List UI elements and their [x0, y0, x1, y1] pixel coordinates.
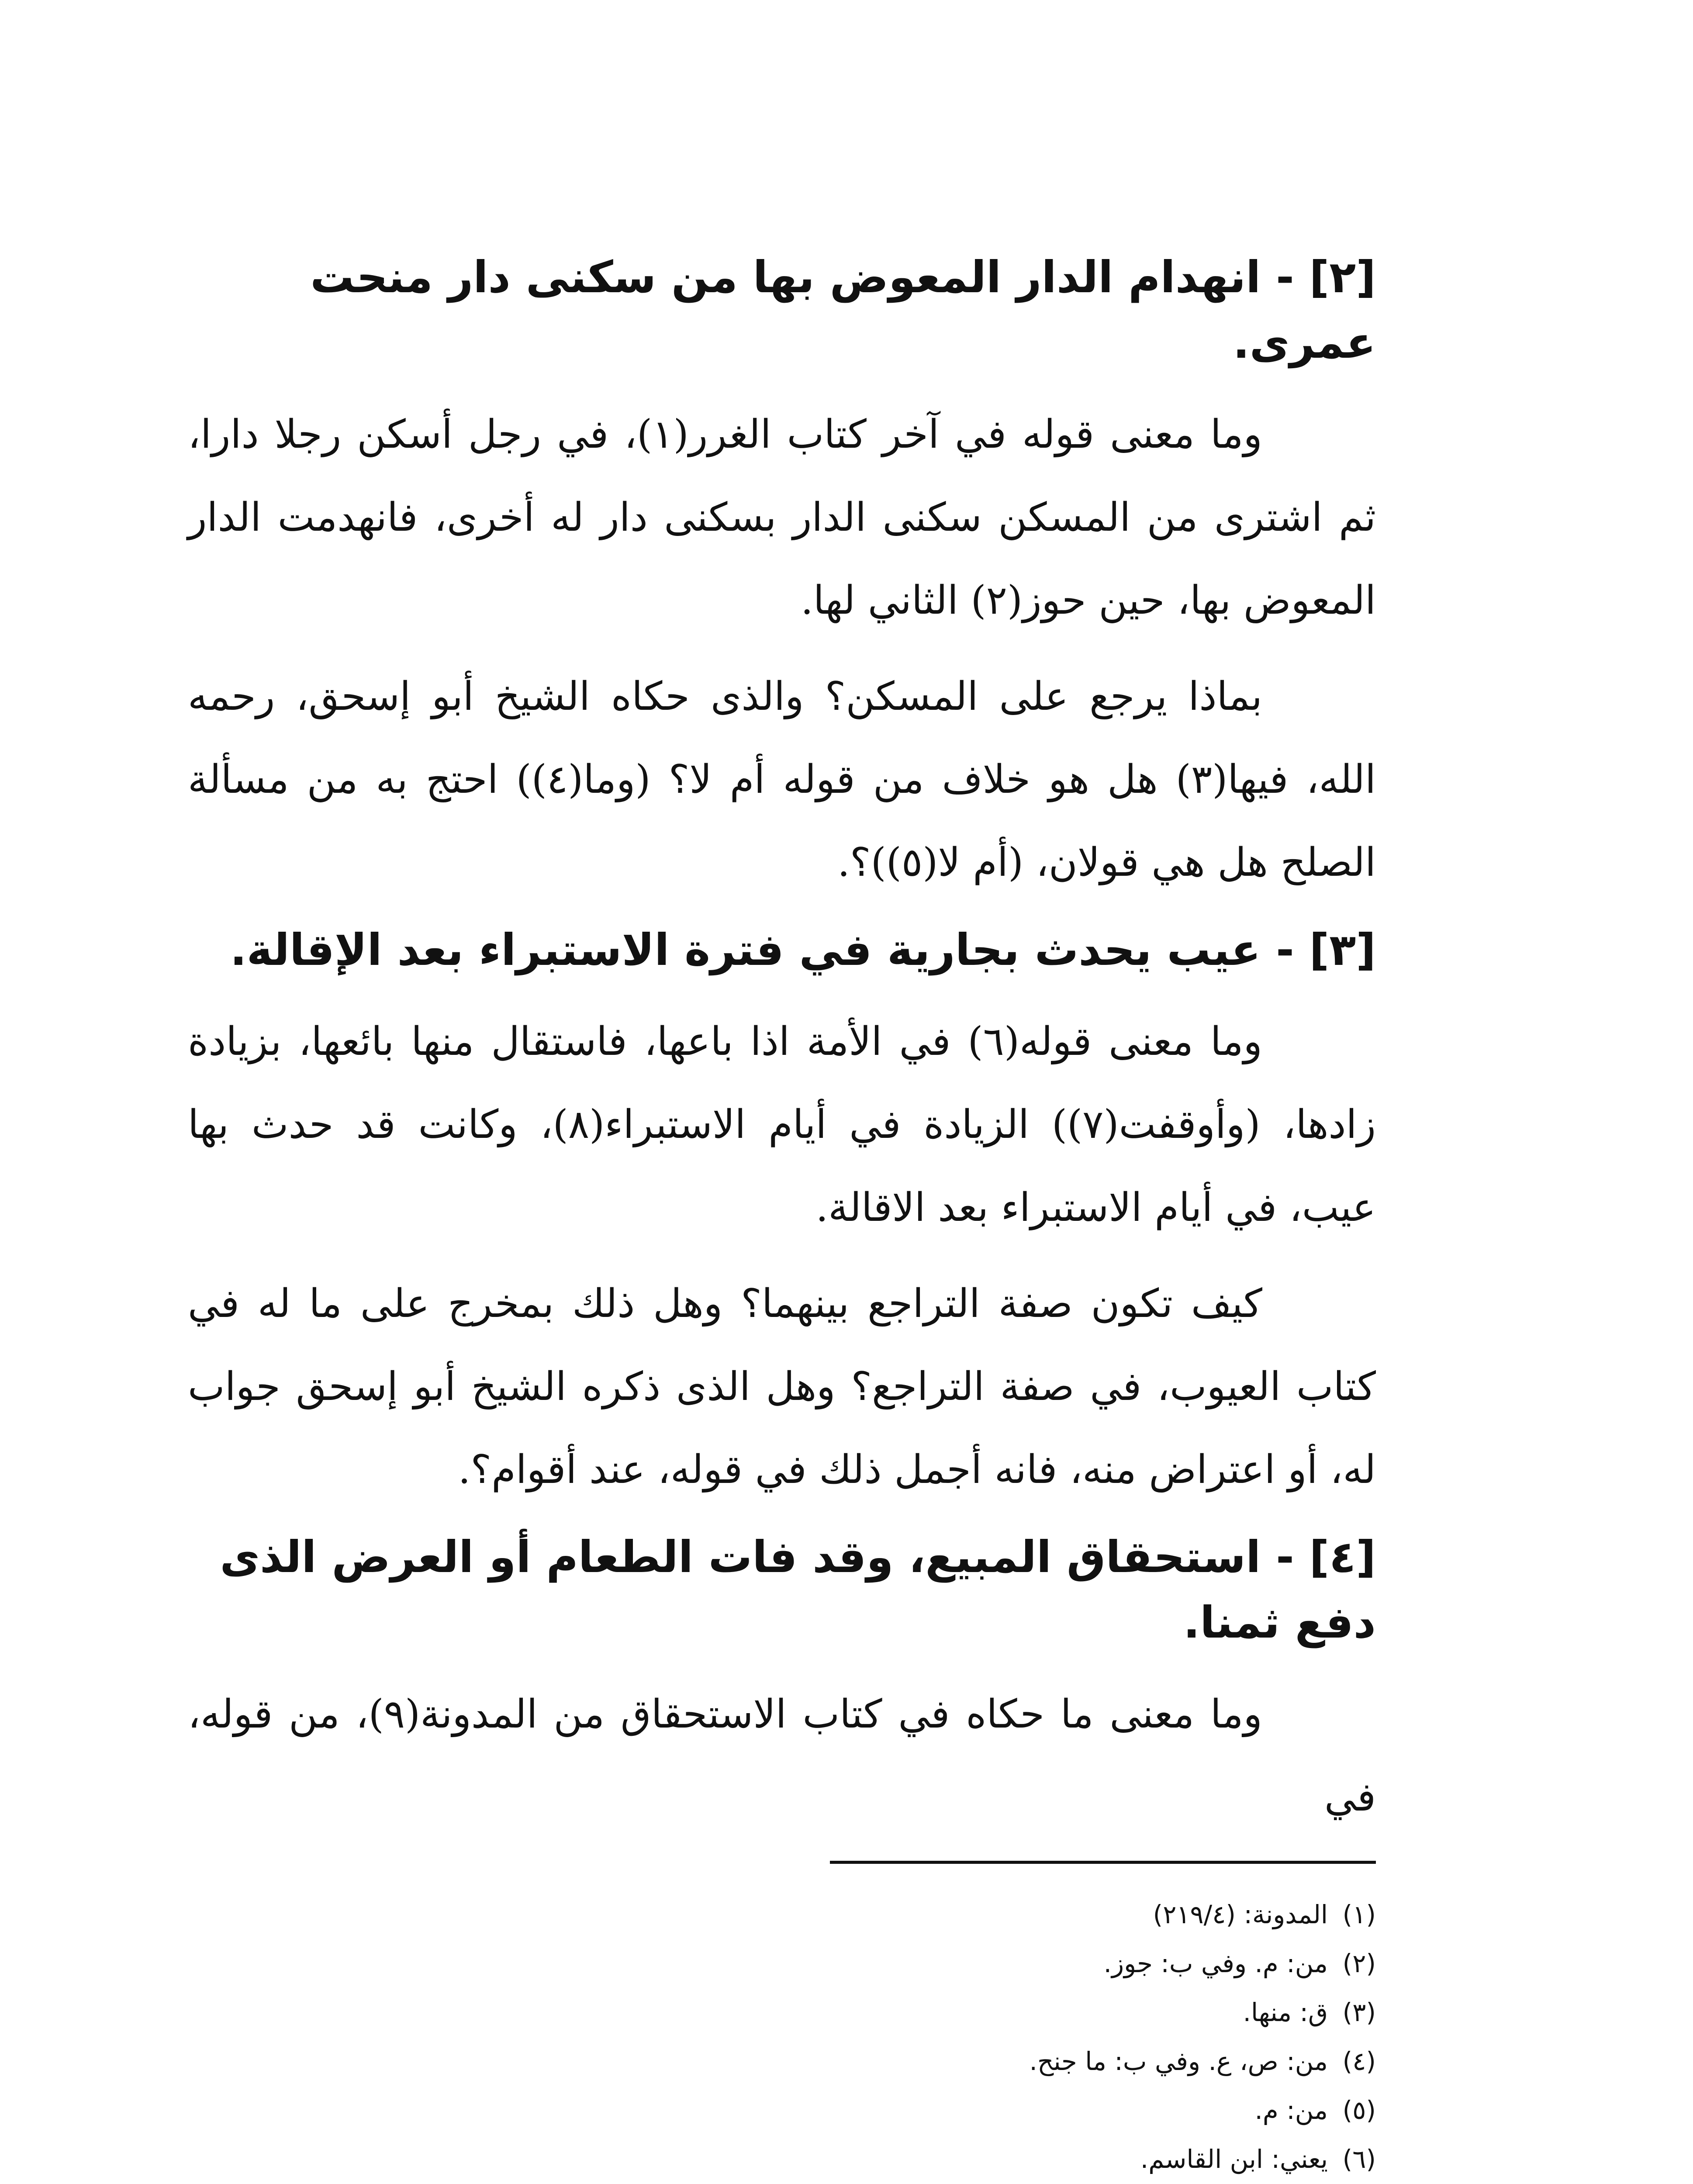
page-body: [188, 245, 1376, 2184]
footnote-number: (٦): [1342, 2144, 1376, 2174]
footnote: [188, 2086, 1376, 2135]
footnote: [188, 1939, 1376, 1988]
section-heading: [٢] - انهدام الدار المعوض بها من سكنى دار منحت عمرى.: [310, 252, 1376, 368]
paragraph: كيف تكون صفة التراجع بينهما؟ وهل ذلك بمخرج على ما له في كتاب العيوب، في صفة التراجع؟ وهل الذى ذكره الشيخ أبو إسحق جواب له، أو اعتراض منه، فانه أجمل ذلك في قوله، عند أقوام؟.: [188, 1281, 1376, 1493]
footnote-number: (٥): [1342, 2095, 1376, 2125]
section-4: [188, 1524, 1376, 1839]
footnote-text: يعني: ابن القاسم.: [1140, 2144, 1328, 2174]
footnote-number: (٢): [1342, 1949, 1376, 1978]
footnote-number: (١): [1342, 1900, 1376, 1929]
footnote-number: (٤): [1342, 2046, 1376, 2076]
footnote: [188, 2037, 1376, 2086]
footnote: [188, 1890, 1376, 1939]
footnotes: [188, 1890, 1376, 2184]
paragraph: وما معنى قوله(٦) في الأمة اذا باعها، فاستقال منها بائعها، بزيادة زادها، (وأوقفت(٧)) الزيادة في أيام الاستبراء(٨)، وكانت قد حدث بها عيب، في أيام الاستبراء بعد الاقالة.: [188, 1019, 1376, 1230]
section-heading: [٤] - استحقاق المبيع، وقد فات الطعام أو العرض الذى دفع ثمنا.: [220, 1531, 1376, 1648]
footnote-text: المدونة: (٢١٩/٤): [1153, 1900, 1328, 1929]
footnote-text: من: ص، ع. وفي ب: ما جنح.: [1029, 2046, 1328, 2076]
footnote: [188, 2135, 1376, 2184]
footnote-text: من: م.: [1254, 2095, 1328, 2125]
paragraph: وما معنى ما حكاه في كتاب الاستحقاق من المدونة(٩)، من قوله، في: [188, 1691, 1376, 1820]
footnote-text: ق: منها.: [1243, 1997, 1328, 2027]
footnote-text: من: م. وفي ب: جوز.: [1103, 1949, 1328, 1978]
section-3: [188, 917, 1376, 1511]
section-heading: [٣] - عيب يحدث بجارية في فترة الاستبراء بعد الإقالة.: [230, 924, 1376, 975]
section-2: [188, 245, 1376, 904]
footnote-number: (٣): [1342, 1997, 1376, 2027]
paragraph: وما معنى قوله في آخر كتاب الغرر(١)، في رجل أسكن رجلا دارا، ثم اشترى من المسكن سكنى الدار بسكنى دار له أخرى، فانهدمت الدار المعوض بها، حين حوز(٢) الثاني لها.: [188, 411, 1376, 623]
paragraph: بماذا يرجع على المسكن؟ والذى حكاه الشيخ أبو إسحق، رحمه الله، فيها(٣) هل هو خلاف من قوله أم لا؟ (وما(٤)) احتج به من مسألة الصلح هل هي قولان، (أم لا(٥))؟.: [188, 674, 1376, 885]
footnote-divider: [830, 1861, 1376, 1864]
footnote: [188, 1988, 1376, 2037]
